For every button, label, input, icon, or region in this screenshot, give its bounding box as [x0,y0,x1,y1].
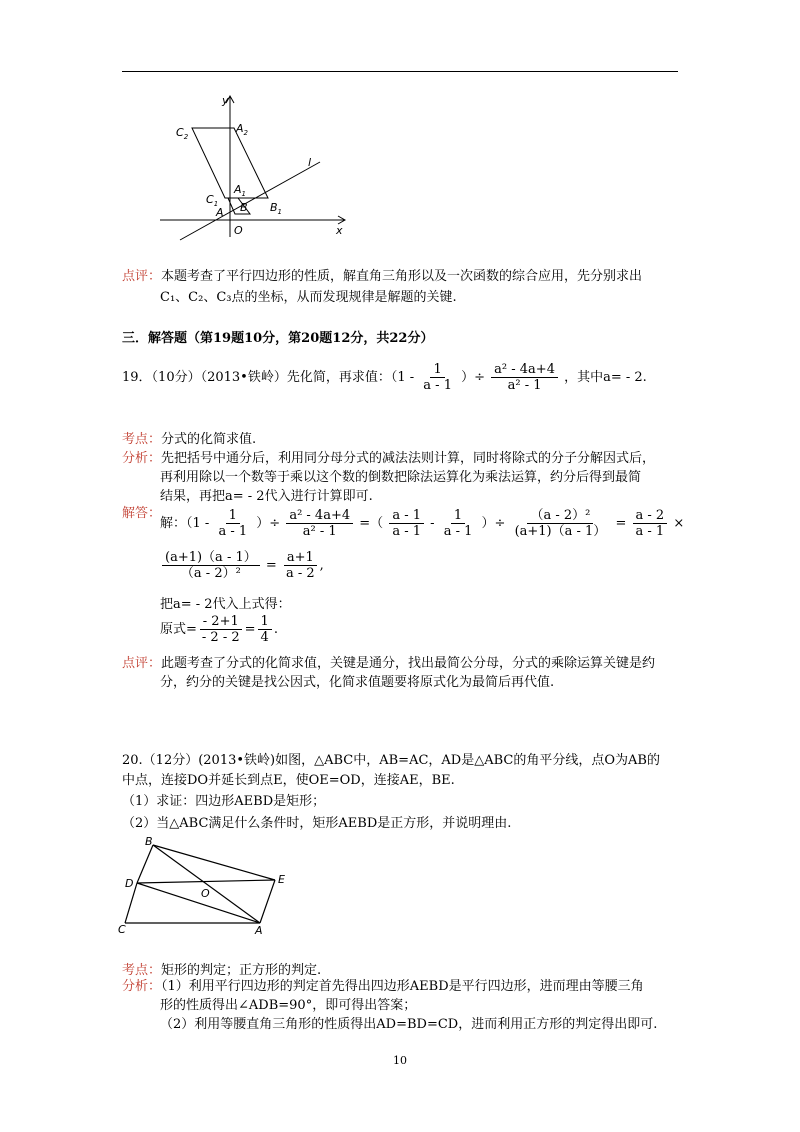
segment-ea [260,880,275,923]
line-l-label: l [308,156,312,169]
a2-label: $A_2$ [236,122,248,137]
origin-label: O [234,224,243,237]
q20-line2: 中点，连接DO并延长到点E，使OE=OD，连接AE，BE. [122,773,455,788]
a-label: A [255,924,263,937]
q19-solution-line2: $\frac{(a+1)(a - 1)}{\text{（a - 2）²}}$ = $\frac{a+1}{a - 2}$ , [160,548,324,584]
b-label: B [145,835,153,848]
section-title: 三．解答题（第19题10分，第20题12分，共22分） [122,331,434,346]
q19-review-line2: 分，约分的关键是找公因式，化简求值题要将原式化为最简后再代值. [160,675,555,690]
line-l [180,162,320,240]
q20-part2: （2）当△ABC满足什么条件时，矩形AEBD是正方形，并说明理由. [122,816,512,831]
q20-fenxi-line1: 分析：（1）利用平行四边形的判定首先得出四边形AEBD是平行四边形，进而理由等腰三角 [122,979,644,994]
b-label: B [240,201,248,214]
q20-fenxi-line3: （2）利用等腰直角三角形的性质得出AD=BD=CD，进而利用正方形的判定得出即可. [160,1017,658,1032]
q19-result-line: 原式= $\frac{- 2+1}{- 2 - 2}$ = $\frac{1}{4}$ . [160,614,278,645]
a-label: A [216,206,224,219]
c-label: C [118,923,126,936]
q19-fraction-2: $\frac{\text{a² - 4a+4}}{\text{a² - 1}}$ [491,362,558,393]
q19-jieda-label: 解答： [122,506,162,521]
a1-label: $A_1$ [234,183,246,198]
q19-kaodian: 考点：分式的化简求值. [122,432,257,447]
coordinate-figure [150,92,360,242]
segment-ba [153,845,260,923]
question-19: 19．（10分）（2013•铁岭）先化简，再求值：（1 - $\frac{1}{a - 1}$ ）÷ $\frac{\text{a² - 4a+4}}{\text{a² - 1}}$ ，其中a= - 2. [122,362,647,393]
b1-label: $B_1$ [270,201,283,216]
rectangle-figure [115,835,295,937]
q19-fenxi-line2: 再利用除以一个数等于乘以这个数的倒数把除法运算化为乘法运算，约分后得到最简 [160,470,642,485]
q19-fraction-1: $\frac{1}{a - 1}$ [423,362,452,393]
q19-substitute-line: 把a= - 2代入上式得： [160,597,291,612]
x-label: x [336,224,343,237]
q19-fenxi-line3: 结果，再把a= - 2代入进行计算即可. [160,489,373,504]
e-label: E [278,873,285,886]
c1-label: $C_1$ [206,193,219,208]
segment-be [153,845,275,880]
q20-part1: （1）求证：四边形AEBD是矩形； [122,794,326,809]
c2-label: $C_2$ [176,126,189,141]
review1-line2: C₁、C₂、C₃点的坐标，从而发现规律是解题的关键. [160,290,457,305]
y-label: y [222,94,229,107]
q19-fenxi-line1: 分析：先把括号中通分后，利用同分母分式的减法法则计算，同时将除式的分子分解因式后， [122,451,656,466]
q20-fenxi-line2: 形的性质得出∠ADB=90°，即可得出答案； [160,998,417,1013]
review-label: 点评： [122,269,162,284]
q19-review-line1: 点评：此题考查了分式的化简求值，关键是通分，找出最简公分母，分式的乘除运算关键是约 [122,656,656,671]
page-number: 10 [393,1054,407,1067]
q20-kaodian: 考点：矩形的判定；正方形的判定. [122,963,322,978]
o-label: O [201,887,210,900]
q19-solution-line1: 解：（1 - $\frac{1}{a - 1}$ ）÷ $\frac{\text{a² - 4a+4}}{\text{a² - 1}}$ =（ $\frac{a - 1}{a - 1}$ - $\frac{1}{a - 1}$ ）÷ $\frac{\text{（a - 2）²}}{(a+1)(a - 1)}$ = $\frac{a - 2}{a - 1}$ × [160,508,685,539]
review1-line1: 点评：本题考查了平行四边形的性质，解直角三角形以及一次函数的综合应用，先分别求出 [122,269,643,284]
q20-line1: 20.（12分）(2013•铁岭)如图，△ABC中，AB=AC，AD是△ABC的角平分线，点O为AB的 [122,753,660,768]
d-label: D [125,877,134,890]
segment-da [137,883,260,923]
header-rule [122,71,678,72]
segment-bd [137,845,153,883]
segment-de [137,880,275,883]
